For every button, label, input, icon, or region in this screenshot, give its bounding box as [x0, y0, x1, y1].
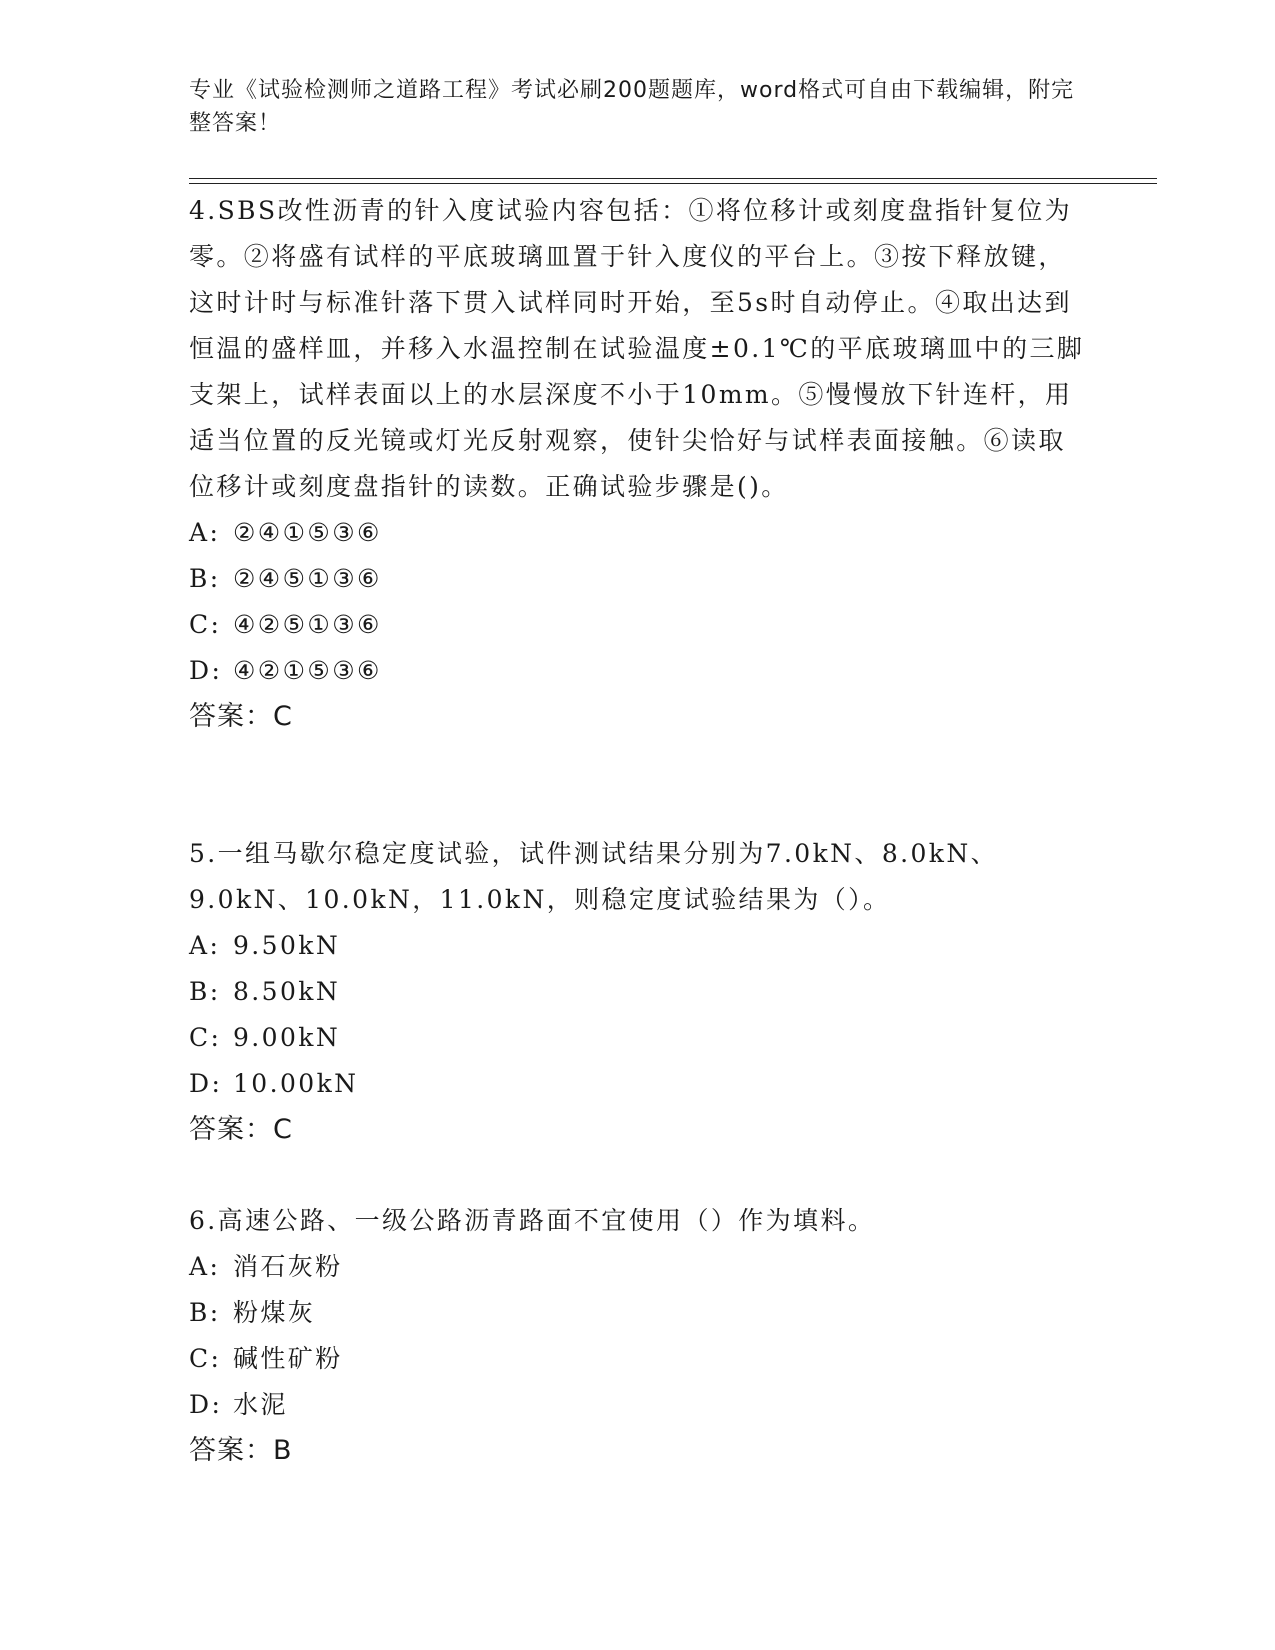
option-c — [189, 1015, 1089, 1061]
document-header: 专业《试验检测师之道路工程》考试必刷200题题库，word格式可自由下载编辑，附完整答案！ — [189, 78, 1075, 136]
question-5 — [189, 831, 1089, 1153]
header-divider-bottom — [189, 183, 1157, 184]
option-label: C: — [189, 1344, 222, 1373]
option-c — [189, 602, 1089, 648]
option-text: 9.00kN — [233, 1023, 341, 1052]
answer: 答案：C — [189, 701, 293, 732]
option-label: B: — [189, 977, 221, 1006]
option-text: ②④⑤①③⑥ — [233, 564, 382, 593]
option-label: C: — [189, 610, 222, 639]
option-text: ④②⑤①③⑥ — [233, 610, 382, 639]
question-6 — [189, 1198, 1089, 1474]
option-b — [189, 1290, 1089, 1336]
question-4 — [189, 188, 1089, 740]
option-c — [189, 1336, 1089, 1382]
option-label: D: — [189, 1069, 223, 1098]
option-label: A: — [189, 1252, 221, 1281]
option-a — [189, 1244, 1089, 1290]
option-d — [189, 1382, 1089, 1428]
option-a — [189, 923, 1089, 969]
option-label: C: — [189, 1023, 222, 1052]
option-b — [189, 969, 1089, 1015]
option-text: 水泥 — [233, 1390, 288, 1419]
question-stem: 5.一组马歇尔稳定度试验，试件测试结果分别为7.0kN、8.0kN、9.0kN、10.0kN，11.0kN，则稳定度试验结果为（）。 — [189, 839, 999, 914]
option-label: B: — [189, 1298, 221, 1327]
option-text: 消石灰粉 — [233, 1252, 343, 1281]
option-label: A: — [189, 931, 221, 960]
option-text: 碱性矿粉 — [233, 1344, 343, 1373]
option-b — [189, 556, 1089, 602]
option-label: B: — [189, 564, 221, 593]
header-divider-top — [189, 178, 1157, 179]
option-text: 粉煤灰 — [233, 1298, 316, 1327]
option-text: ④②①⑤③⑥ — [233, 656, 382, 685]
option-text: 10.00kN — [233, 1069, 359, 1098]
answer: 答案：B — [189, 1435, 293, 1466]
answer: 答案：C — [189, 1114, 293, 1145]
option-text: ②④①⑤③⑥ — [233, 518, 382, 547]
option-label: D: — [189, 1390, 223, 1419]
option-a — [189, 510, 1089, 556]
option-label: A: — [189, 518, 221, 547]
option-d — [189, 648, 1089, 694]
option-text: 9.50kN — [233, 931, 341, 960]
option-d — [189, 1061, 1089, 1107]
option-label: D: — [189, 656, 223, 685]
question-stem: 4.SBS改性沥青的针入度试验内容包括：①将位移计或刻度盘指针复位为零。②将盛有试样的平底玻璃皿置于针入度仪的平台上。③按下释放键，这时计时与标准针落下贯入试样同时开始，至5s时自动停止。④取出达到恒温的盛样皿，并移入水温控制在试验温度±0.1℃的平底玻璃皿中的三脚支架上，试样表面以上的水层深度不小于10mm。⑤慢慢放下针连杆，用适当位置的反光镜或灯光反射观察，使针尖恰好与试样表面接触。⑥读取位移计或刻度盘指针的读数。正确试验步骤是()。 — [189, 196, 1085, 501]
option-text: 8.50kN — [233, 977, 341, 1006]
question-stem: 6.高速公路、一级公路沥青路面不宜使用（）作为填料。 — [189, 1206, 876, 1235]
